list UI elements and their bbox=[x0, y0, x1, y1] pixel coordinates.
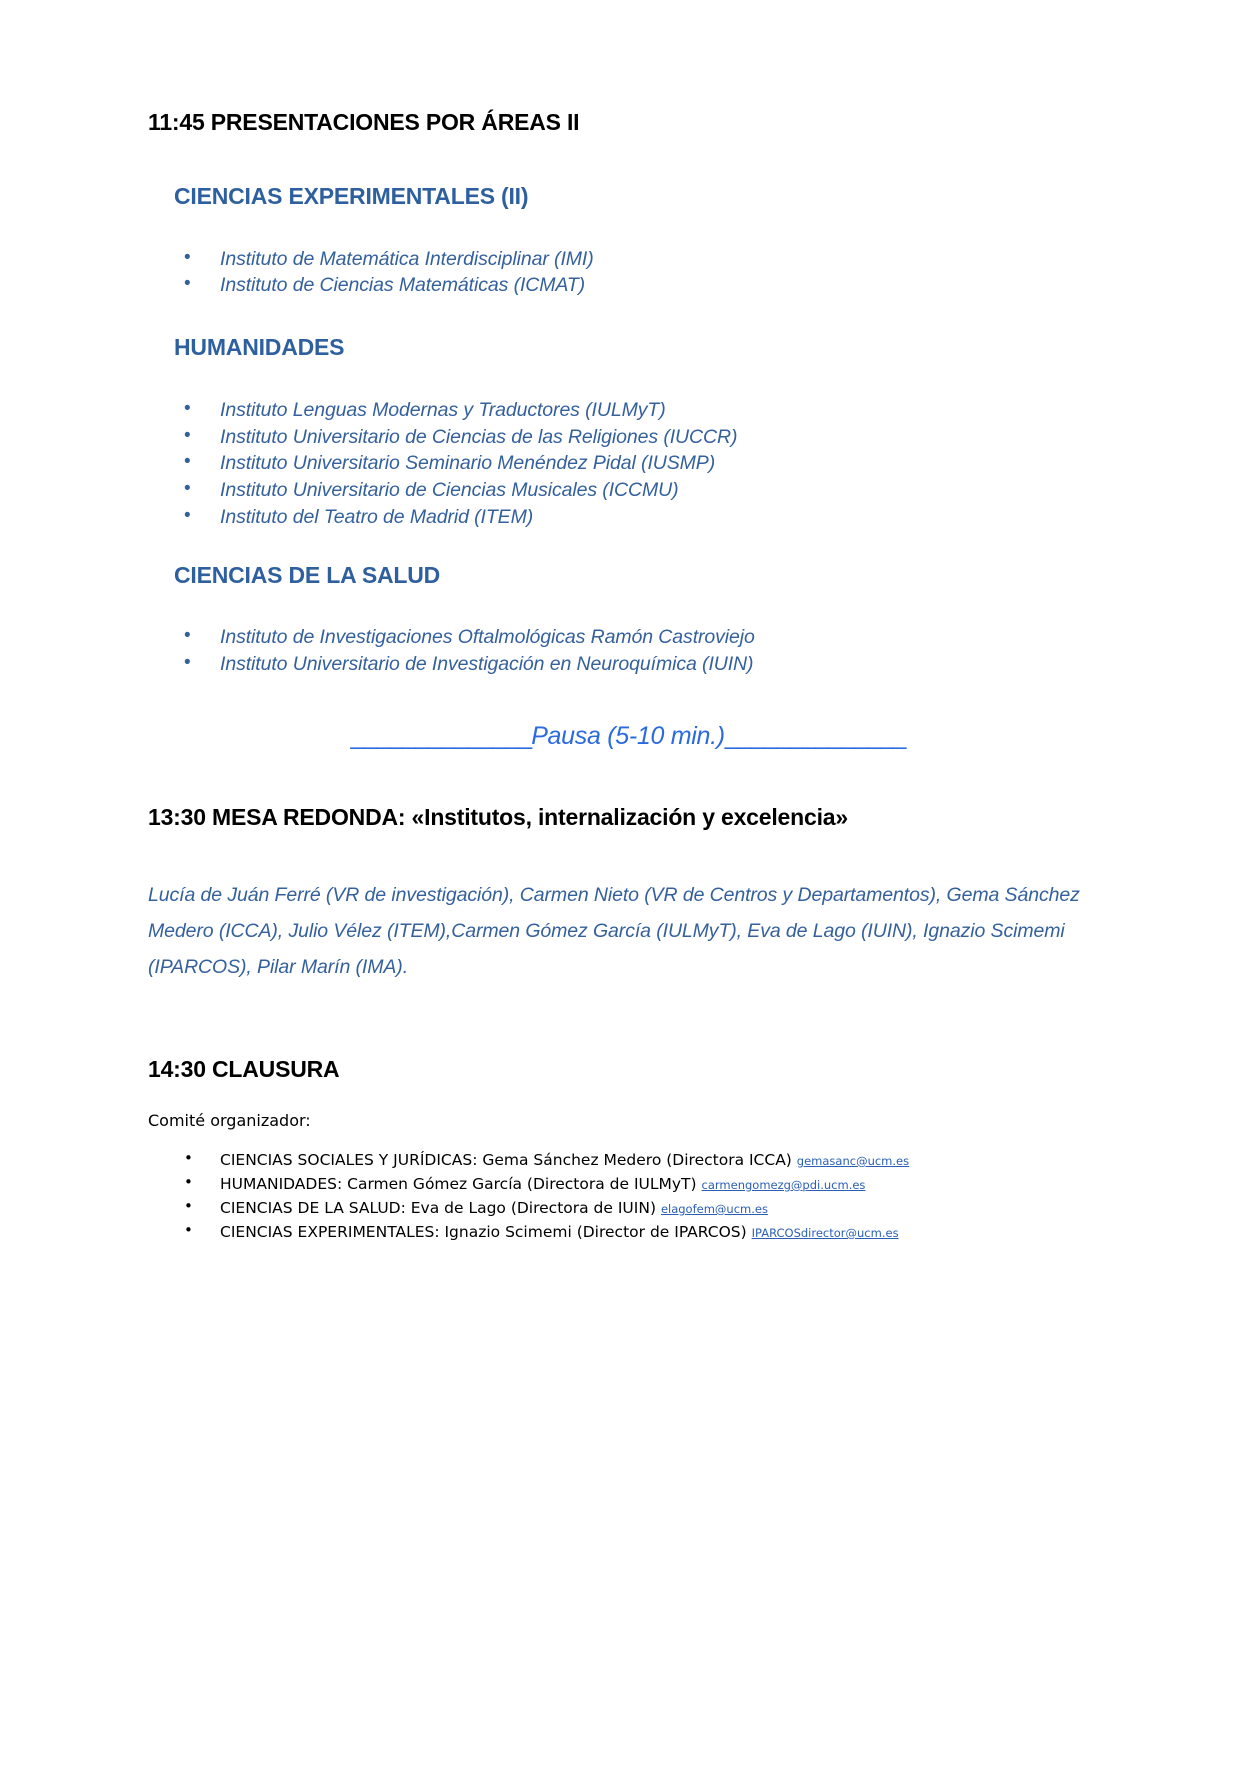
committee-member-text: CIENCIAS EXPERIMENTALES: Ignazio Scimemi (Director de IPARCOS) bbox=[220, 1222, 747, 1241]
list-item bbox=[184, 1196, 1108, 1220]
area-heading-ciencias-experimentales: CIENCIAS EXPERIMENTALES (II) bbox=[174, 182, 529, 209]
area-heading-humanidades: HUMANIDADES bbox=[174, 334, 345, 361]
institute-list-humanidades bbox=[148, 397, 1108, 531]
spacer bbox=[148, 212, 1108, 246]
area-heading-ciencias-de-la-salud: CIENCIAS DE LA SALUD bbox=[174, 561, 441, 588]
list-item: • Instituto de Matemática Interdisciplinar (IMI) bbox=[184, 246, 1108, 273]
list-item: • Instituto Universitario de Ciencias de las Religiones (IUCCR) bbox=[184, 424, 1108, 451]
committee-member-text: HUMANIDADES: Carmen Gómez García (Directora de IULMyT) bbox=[220, 1174, 697, 1193]
list-item: • Instituto de Investigaciones Oftalmológicas Ramón Castroviejo bbox=[184, 624, 1108, 651]
list-item: • Instituto Lenguas Modernas y Traductores (IULMyT) bbox=[184, 397, 1108, 424]
spacer bbox=[148, 138, 1108, 182]
spacer bbox=[148, 678, 1108, 722]
spacer bbox=[148, 833, 1108, 877]
list-item: • Instituto de Ciencias Matemáticas (ICMAT) bbox=[184, 272, 1108, 299]
committee-member-email-link[interactable]: carmengomezg@pdi.ucm.es bbox=[701, 1177, 866, 1192]
list-item: • Instituto Universitario Seminario Menéndez Pidal (IUSMP) bbox=[184, 450, 1108, 477]
committee-member-email-link[interactable]: IPARCOSdirector@ucm.es bbox=[751, 1225, 899, 1240]
session-ii-time-heading: 11:45 PRESENTACIONES POR ÁREAS II bbox=[148, 109, 580, 135]
mesa-redonda-time-heading: 13:30 MESA REDONDA: «Institutos, internalización y excelencia» bbox=[148, 803, 848, 830]
committee-list bbox=[148, 1148, 1108, 1244]
committee-member-email-link[interactable]: elagofem@ucm.es bbox=[660, 1201, 768, 1216]
spacer bbox=[148, 1085, 1108, 1111]
pausa-rule-left: ______________ bbox=[350, 721, 532, 750]
clausura-time-heading: 14:30 CLAUSURA bbox=[148, 1055, 340, 1082]
institute-list-ciencias-de-la-salud bbox=[148, 624, 1108, 677]
list-item bbox=[184, 1220, 1108, 1244]
list-item: • Instituto Universitario de Ciencias Musicales (ICCMU) bbox=[184, 477, 1108, 504]
mesa-redonda-speakers: Lucía de Juán Ferré (VR de investigación), Carmen Nieto (VR de Centros y Departamentos), Gema Sánchez Medero (ICCA), Julio Vélez (ITEM),Carmen Gómez García (IULMyT), Eva de Lago (IUIN), Ignazio Scimemi (IPARCOS), Pilar Marín (IMA). bbox=[148, 883, 1080, 978]
committee-member-text: CIENCIAS DE LA SALUD: Eva de Lago (Directora de IUIN) bbox=[220, 1198, 656, 1217]
spacer bbox=[148, 751, 1108, 803]
spacer bbox=[148, 590, 1108, 624]
spacer bbox=[148, 363, 1108, 397]
spacer bbox=[148, 531, 1108, 561]
committee-member-email-link[interactable]: gemasanc@ucm.es bbox=[796, 1153, 910, 1168]
spacer bbox=[148, 985, 1108, 1055]
list-item: • Instituto Universitario de Investigación en Neuroquímica (IUIN) bbox=[184, 651, 1108, 678]
pausa-divider bbox=[148, 722, 1108, 751]
spacer bbox=[148, 1130, 1108, 1148]
institute-list-ciencias-experimentales bbox=[148, 246, 1108, 299]
pausa-rule-right: ______________ bbox=[724, 721, 906, 750]
spacer bbox=[148, 299, 1108, 333]
pausa-label: Pausa (5-10 min.) bbox=[531, 721, 725, 750]
document-body bbox=[148, 108, 1108, 1244]
list-item bbox=[184, 1172, 1108, 1196]
list-item bbox=[184, 1148, 1108, 1172]
committee-label: Comité organizador: bbox=[148, 1110, 311, 1130]
list-item: • Instituto del Teatro de Madrid (ITEM) bbox=[184, 504, 1108, 531]
committee-member-text: CIENCIAS SOCIALES Y JURÍDICAS: Gema Sánchez Medero (Directora ICCA) bbox=[220, 1150, 792, 1169]
